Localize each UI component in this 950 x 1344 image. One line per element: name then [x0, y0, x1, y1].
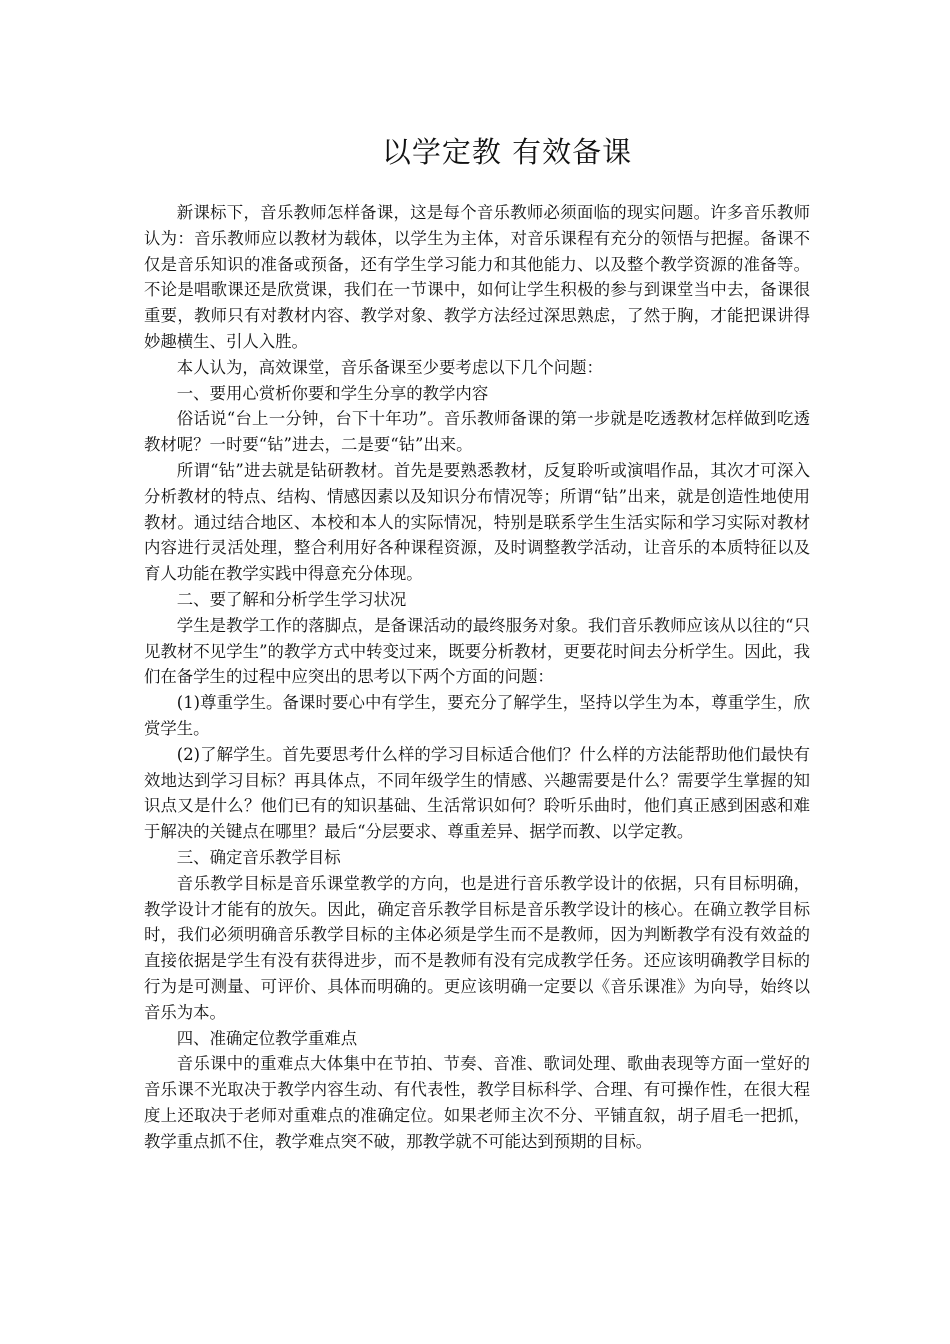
section-heading-2: 二、要了解和分析学生学习状况	[176, 589, 407, 609]
list-item-respect: (1)尊重学生。备课时要心中有学生，要充分了解学生，坚持以学生为本，尊重学生，欣赏学生。	[144, 693, 810, 738]
document-title: 以学定教 有效备课	[381, 135, 633, 169]
section-heading-4: 四、准确定位教学重难点	[176, 1028, 358, 1048]
document-body	[144, 200, 810, 1154]
paragraph: 学生是教学工作的落脚点，是备课活动的最终服务对象。我们音乐教师应该从以往的“只见教材不见学生”的教学方式中转变过来，既要分析教材，更要花时间去分析学生。因此，我们在备学生的过程中应突出的思考以下两个方面的问题：	[144, 615, 810, 687]
paragraph: 所谓“钻”进去就是钻研教材。首先是要熟悉教材，反复聆听或演唱作品，其次才可深入分析教材的特点、结构、情感因素以及知识分布情况等；所谓“钻”出来，就是创造性地使用教材。通过结合地区、本校和本人的实际情况，特别是联系学生生活实际和学习实际对教材内容进行灵活处理，整合利用好各种课程资源，及时调整教学活动，让音乐的本质特征以及育人功能在教学实践中得意充分体现。	[144, 460, 810, 584]
paragraph: 俗话说“台上一分钟，台下十年功”。音乐教师备课的第一步就是吃透教材怎样做到吃透教材呢？一时要“钻”进去，二是要“钻”出来。	[144, 409, 810, 455]
paragraph-thesis: 本人认为，高效课堂，音乐备课至少要考虑以下几个问题：	[176, 357, 603, 377]
list-item-understand: (2)了解学生。首先要思考什么样的学习目标适合他们？什么样的方法能帮助他们最快有效地达到学习目标？再具体点，不同年级学生的情感、兴趣需要是什么？需要学生掌握的知识点又是什么？他们已有的知识基础、生活常识如何？聆听乐曲时，他们真正感到困惑和难于解决的关键点在哪里？最后“分层要求、尊重差异、据学而教、以学定教。	[144, 744, 810, 842]
paragraph: 音乐课中的重难点大体集中在节拍、节奏、音准、歌词处理、歌曲表现等方面一堂好的音乐课不光取决于教学内容生动、有代表性，教学目标科学、合理、有可操作性，在很大程度上还取决于老师对重难点的准确定位。如果老师主次不分、平铺直叙，胡子眉毛一把抓，教学重点抓不住，教学难点突不破，那教学就不可能达到预期的目标。	[144, 1054, 810, 1151]
paragraph-intro: 新课标下，音乐教师怎样备课，这是每个音乐教师必须面临的现实问题。许多音乐教师认为：音乐教师应以教材为载体，以学生为主体，对音乐课程有充分的领悟与把握。备课不仅是音乐知识的准备或预备，还有学生学习能力和其他能力、以及整个教学资源的准备等。不论是唱歌课还是欣赏课，我们在一节课中，如何让学生积极的参与到课堂当中去，备课很重要，教师只有对教材内容、教学对象、教学方法经过深思熟虑，了然于胸，才能把课讲得妙趣横生、引人入胜。	[144, 203, 810, 351]
section-heading-3: 三、确定音乐教学目标	[176, 847, 341, 867]
paragraph: 音乐教学目标是音乐课堂教学的方向，也是进行音乐教学设计的依据，只有目标明确，教学设计才能有的放矢。因此，确定音乐教学目标是音乐教学设计的核心。在确立教学目标时，我们必须明确音乐教学目标的主体必须是学生而不是教师，因为判断教学有没有效益的直接依据是学生有没有获得进步，而不是教师有没有完成教学任务。还应该明确教学目标的行为是可测量、可评价、具体而明确的。更应该明确一定要以《音乐课准》为向导，始终以音乐为本。	[144, 873, 810, 1022]
section-heading-1: 一、要用心赏析你要和学生分享的教学内容	[176, 383, 489, 403]
